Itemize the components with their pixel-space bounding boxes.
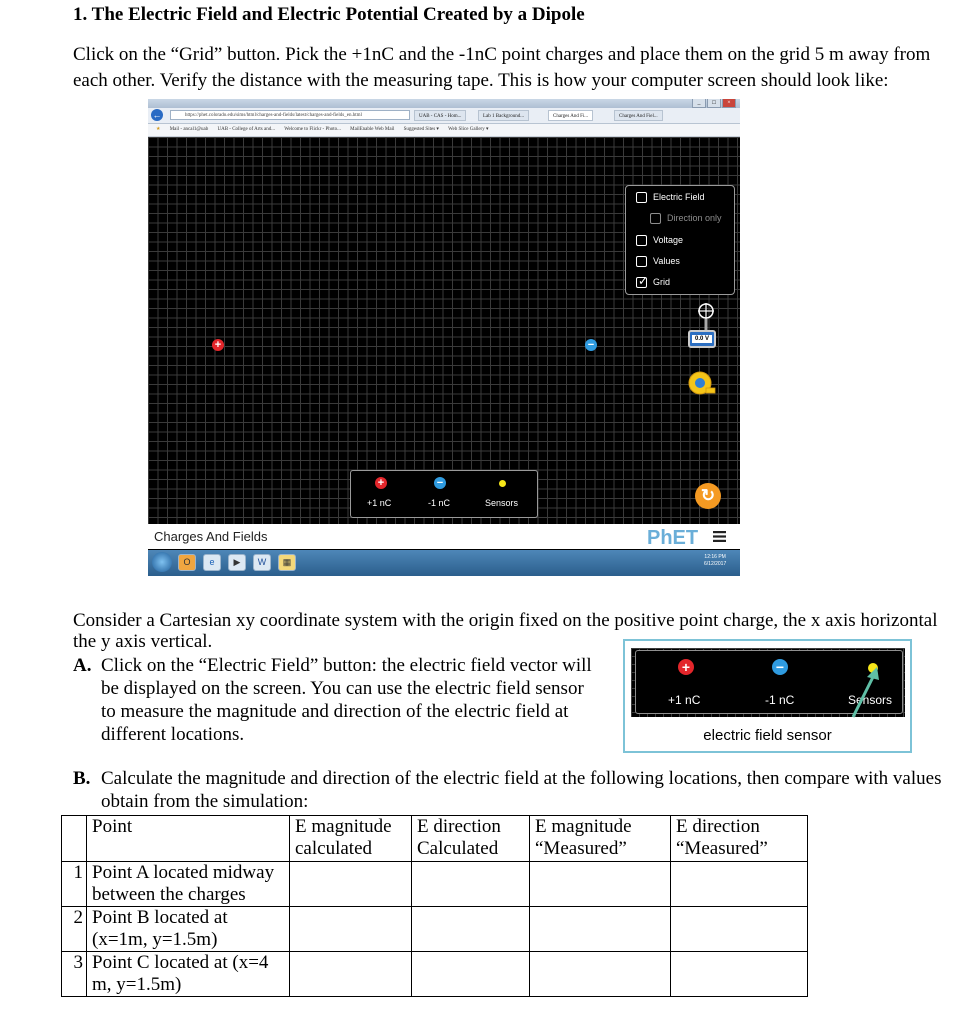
table-row: [62, 862, 808, 907]
menu-icon[interactable]: [713, 530, 726, 543]
phet-logo[interactable]: PhET: [647, 527, 699, 549]
internet-explorer-icon[interactable]: e: [203, 554, 221, 571]
section-heading: 1. The Electric Field and Electric Potential Created by a Dipole: [73, 4, 585, 25]
simulation-title: Charges And Fields: [154, 529, 268, 544]
favorite-link[interactable]: Mail - ancal1@uab: [169, 127, 209, 132]
direction-only-checkbox[interactable]: Direction only: [650, 210, 722, 226]
minimize-icon[interactable]: _: [692, 99, 706, 108]
negative-charge-source-icon[interactable]: −: [434, 477, 446, 489]
favorite-link[interactable]: Welcome to Flickr - Photo...: [284, 127, 341, 132]
table-header-cell: E direction “Measured”: [671, 816, 808, 862]
os-taskbar: [148, 550, 740, 576]
coordinate-system-paragraph: Consider a Cartesian xy coordinate system with the origin fixed on the positive point charge, the x axis horizontal the y axis vertical.: [73, 610, 938, 652]
table-header-cell: [62, 816, 87, 862]
word-icon[interactable]: W: [253, 554, 271, 571]
table-row: [62, 907, 808, 952]
back-arrow-icon[interactable]: ←: [152, 110, 162, 120]
table-cell[interactable]: [530, 907, 671, 952]
outlook-icon[interactable]: O: [178, 554, 196, 571]
voltage-checkbox[interactable]: Voltage: [636, 232, 683, 248]
row-number: 2: [62, 907, 87, 952]
item-a-letter: A.: [73, 655, 92, 676]
favorite-link[interactable]: UAB - College of Arts and...: [217, 127, 275, 132]
negative-charge-source-icon[interactable]: −: [772, 659, 788, 675]
start-button-icon[interactable]: [152, 552, 172, 572]
controls-panel: [625, 185, 735, 295]
positive-charge-label: +1 nC: [367, 498, 392, 508]
charges-toolbox: [350, 470, 538, 518]
table-cell[interactable]: [290, 907, 412, 952]
table-header-row: [62, 816, 808, 862]
sensors-label: Sensors: [485, 498, 519, 508]
table-header-cell: Point: [87, 816, 290, 862]
sensors-label: Sensors: [848, 693, 893, 707]
favorites-star-icon[interactable]: ★: [156, 127, 161, 132]
simulation-footer: [148, 524, 740, 549]
negative-charge-label: -1 nC: [765, 693, 795, 707]
simulation-screenshot: [148, 99, 740, 576]
voltmeter[interactable]: [688, 330, 716, 348]
clock-date: 6/12/2017: [704, 561, 727, 567]
table-cell[interactable]: [671, 952, 808, 997]
maximize-icon[interactable]: □: [707, 99, 721, 108]
table-cell[interactable]: [530, 862, 671, 907]
table-cell[interactable]: [290, 952, 412, 997]
positive-charge-label: +1 nC: [668, 693, 701, 707]
media-icon[interactable]: ▶: [228, 554, 246, 571]
row-point: Point B located at (x=1m, y=1.5m): [87, 907, 290, 952]
table-header-cell: E direction Calculated: [412, 816, 530, 862]
browser-tab[interactable]: Charges And Fiel...: [614, 110, 663, 121]
table-header-cell: E magnitude “Measured”: [530, 816, 671, 862]
browser-address-bar: [148, 108, 740, 124]
simulation-grid[interactable]: [148, 137, 740, 545]
electric-field-checkbox[interactable]: Electric Field: [636, 189, 705, 205]
negative-charge-label: -1 nC: [428, 498, 451, 508]
values-checkbox[interactable]: Values: [636, 253, 680, 269]
table-cell[interactable]: [412, 862, 530, 907]
checkmark-icon: ✓: [638, 273, 649, 288]
positive-charge-icon[interactable]: +: [212, 339, 224, 351]
table-cell[interactable]: [671, 907, 808, 952]
positive-charge-source-icon[interactable]: +: [375, 477, 387, 489]
callout-caption: electric field sensor: [703, 727, 832, 744]
row-point: Point C located at (x=4 m, y=1.5m): [87, 952, 290, 997]
window-titlebar: [148, 99, 740, 108]
instructions-paragraph: Click on the “Grid” button. Pick the +1nC and the -1nC point charges and place them on the grid 5 m away from each other. Verify the distance with the measuring tape. This is how your computer screen should look like:: [73, 44, 931, 91]
row-point: Point A located midway between the charges: [87, 862, 290, 907]
sensor-source-icon[interactable]: [499, 480, 506, 487]
taskbar-clock[interactable]: [704, 554, 726, 568]
reset-icon[interactable]: ↻: [695, 483, 721, 509]
folder-icon[interactable]: ▦: [278, 554, 296, 571]
browser-tab[interactable]: UAB - CAS - Hom...: [414, 110, 466, 121]
item-b-text: Calculate the magnitude and direction of the electric field at the following locations, then compare with values obtain from the simulation:: [101, 768, 942, 812]
favorite-link[interactable]: Web Slice Gallery ▾: [448, 127, 489, 132]
voltmeter-crosshair-icon[interactable]: [696, 302, 716, 330]
table-cell[interactable]: [412, 907, 530, 952]
favorites-bar: [148, 124, 740, 137]
table-cell[interactable]: [290, 862, 412, 907]
favorite-link[interactable]: MailEnable Web Mail: [350, 127, 395, 132]
table-cell[interactable]: [412, 952, 530, 997]
clock-time: 12:16 PM: [704, 554, 726, 560]
results-table: [61, 815, 808, 997]
table-cell[interactable]: [671, 862, 808, 907]
grid-checkbox[interactable]: ✓ Grid: [638, 273, 671, 288]
browser-tab[interactable]: Charges And Fi...: [548, 110, 593, 121]
row-number: 3: [62, 952, 87, 997]
sensor-callout: [623, 639, 912, 753]
browser-tab[interactable]: Lab 1 Background...: [478, 110, 529, 121]
table-row: [62, 952, 808, 997]
positive-charge-source-icon[interactable]: +: [678, 659, 694, 675]
window-buttons: [692, 99, 736, 108]
pointer-arrow-icon: [845, 661, 895, 721]
row-number: 1: [62, 862, 87, 907]
table-header-cell: E magnitude calculated: [290, 816, 412, 862]
url-field[interactable]: https://phet.colorado.edu/sims/html/charges-and-fields/latest/charges-and-fields_en.html: [170, 110, 410, 120]
negative-charge-icon[interactable]: −: [585, 339, 597, 351]
favorite-link[interactable]: Suggested Sites ▾: [403, 127, 439, 132]
item-a-text: Click on the “Electric Field” button: the electric field vector will be displayed on the screen. You can use the electric field sensor to measure the magnitude and direction of the electric field at different locations.: [101, 655, 592, 745]
measuring-tape-icon[interactable]: [688, 370, 716, 396]
voltmeter-reading: 0.0 V: [692, 335, 712, 343]
item-b-letter: B.: [73, 768, 91, 789]
table-cell[interactable]: [530, 952, 671, 997]
close-icon[interactable]: ×: [722, 99, 736, 108]
